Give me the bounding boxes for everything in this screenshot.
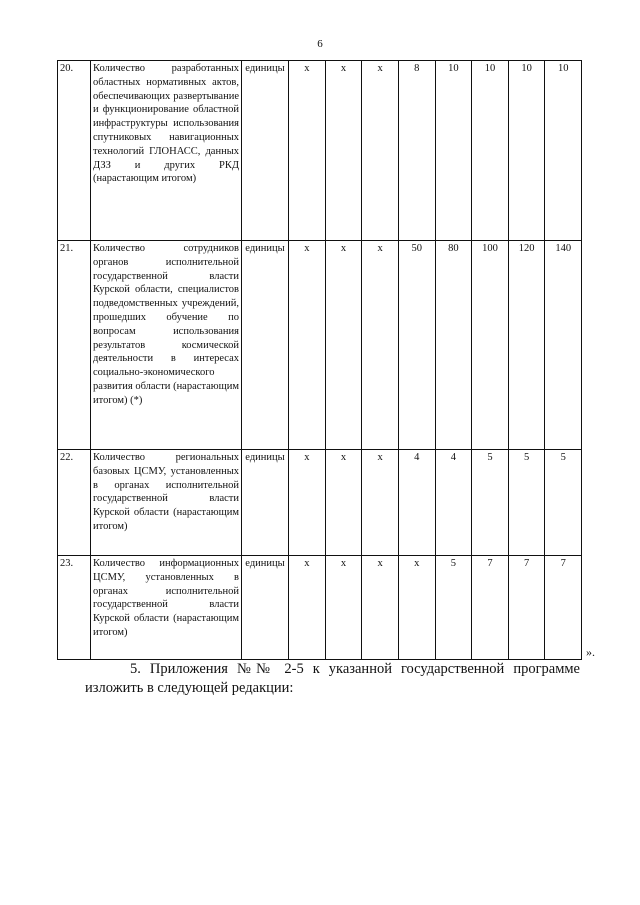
value-cell: 120 [508, 241, 545, 450]
closing-quote: ». [586, 645, 595, 659]
value-cell: 4 [398, 450, 435, 556]
value-cell: 7 [545, 556, 582, 660]
unit-cell: единицы [242, 556, 289, 660]
value-cell: х [398, 556, 435, 660]
value-cell: 140 [545, 241, 582, 450]
value-cell: х [289, 556, 326, 660]
value-cell: 10 [508, 61, 545, 241]
value-cell: 50 [398, 241, 435, 450]
value-cell: 10 [472, 61, 509, 241]
row-number: 20. [58, 61, 91, 241]
value-cell: х [325, 241, 362, 450]
value-cell: х [362, 556, 399, 660]
value-cell: х [325, 61, 362, 241]
value-cell: х [289, 61, 326, 241]
value-cell: 5 [545, 450, 582, 556]
value-cell: 5 [435, 556, 472, 660]
value-cell: х [362, 450, 399, 556]
table-row [58, 241, 582, 450]
row-number: 22. [58, 450, 91, 556]
page-number: 6 [317, 38, 323, 50]
unit-cell: единицы [242, 450, 289, 556]
value-cell: х [289, 450, 326, 556]
value-cell: 10 [545, 61, 582, 241]
indicator-name: Количество сотрудников органов исполнительной государственной власти Курской области, специалистов подведомственных учреждений, прошедших обучение по вопросам использования результатов космической деятельности в интересах социально-экономического развития области (нарастающим итогом) (*) [91, 241, 242, 450]
value-cell: х [325, 556, 362, 660]
body-paragraph: 5. Приложения №№ 2-5 к указанной государственной программе изложить в следующей редакции: [85, 661, 580, 696]
indicator-name: Количество информационных ЦСМУ, установленных в органах исполнительной государственной власти Курской области (нарастающим итогом) [91, 556, 242, 660]
unit-cell: единицы [242, 241, 289, 450]
value-cell: 8 [398, 61, 435, 241]
row-number: 21. [58, 241, 91, 450]
table-row [58, 450, 582, 556]
value-cell: 7 [508, 556, 545, 660]
value-cell: 4 [435, 450, 472, 556]
row-number: 23. [58, 556, 91, 660]
value-cell: 5 [508, 450, 545, 556]
table-row [58, 556, 582, 660]
value-cell: 10 [435, 61, 472, 241]
table-row [58, 61, 582, 241]
value-cell: х [362, 241, 399, 450]
indicator-name: Количество региональных базовых ЦСМУ, установленных в органах исполнительной государственной власти Курской области (нарастающим итогом) [91, 450, 242, 556]
indicators-table [57, 60, 582, 660]
value-cell: х [362, 61, 399, 241]
value-cell: 7 [472, 556, 509, 660]
value-cell: х [289, 241, 326, 450]
value-cell: 80 [435, 241, 472, 450]
value-cell: 5 [472, 450, 509, 556]
indicator-name: Количество разработанных областных нормативных актов, обеспечивающих развертывание и функционирование областной инфраструктуры использования спутниковых навигационных технологий ГЛОНАСС, данных ДЗЗ и других РКД (нарастающим итогом) [91, 61, 242, 241]
unit-cell: единицы [242, 61, 289, 241]
value-cell: 100 [472, 241, 509, 450]
value-cell: х [325, 450, 362, 556]
